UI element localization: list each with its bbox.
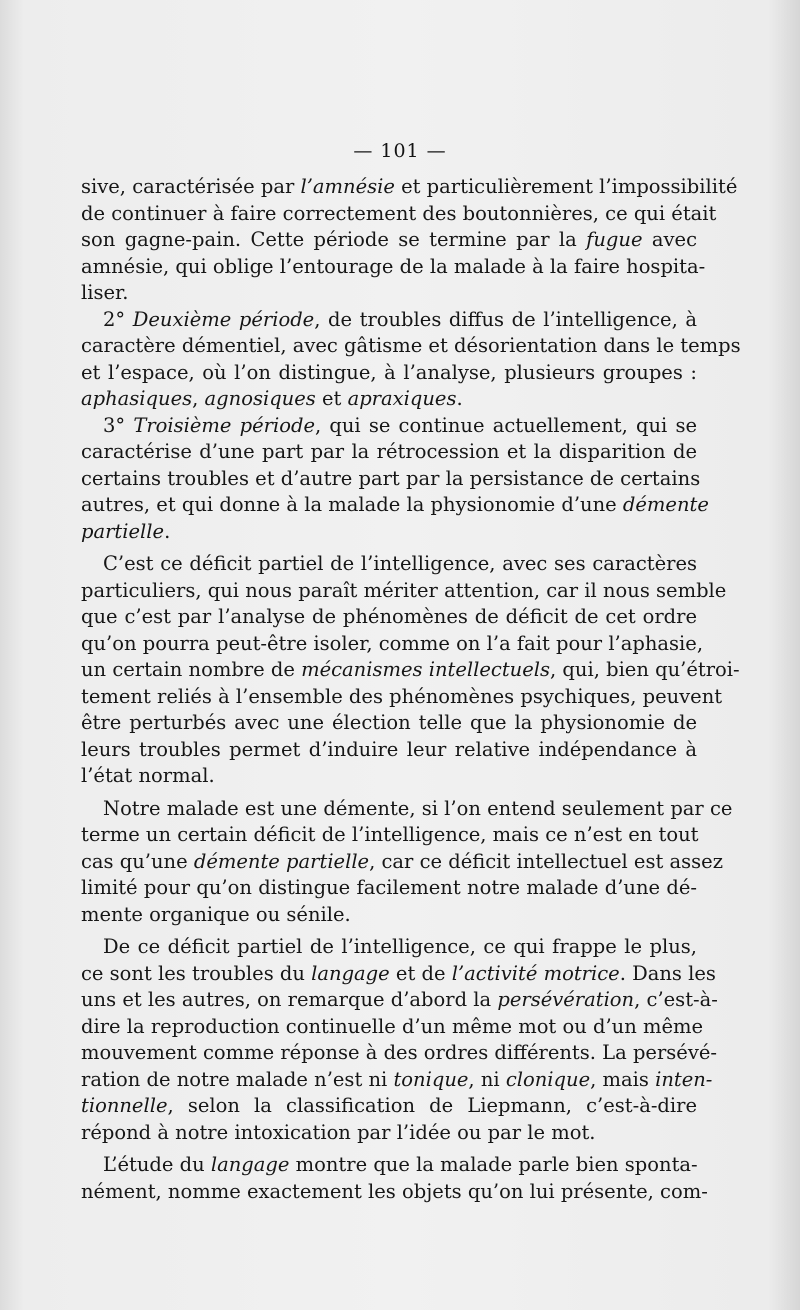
text-line: mente organique ou sénile.: [81, 902, 351, 926]
text-line: caractère démentiel, avec gâtisme et désorientation dans le temps: [81, 334, 741, 357]
text-line: de continuer à faire correctement des boutonnières, ce qui était: [81, 201, 717, 225]
text-line: L’étude du langage montre que la malade parle bien sponta-: [103, 1153, 698, 1176]
text-line: mouvement comme réponse à des ordres différents. La persévé-: [81, 1041, 717, 1064]
text-line: dire la reproduction continuelle d’un même mot ou d’un même: [81, 1014, 704, 1038]
text-line: l’état normal.: [81, 764, 215, 787]
text-line: leurs troubles permet d’induire leur relative indépendance à: [81, 737, 697, 761]
text-line: 2° Deuxième période, de troubles diffus de l’intelligence, à: [103, 307, 697, 331]
text-line: tionnelle, selon la classification de Liepmann, c’est-à-dire: [81, 1094, 697, 1117]
text-line: autres, et qui donne à la malade la physionomie d’une démente: [81, 493, 709, 516]
text-line: amnésie, qui oblige l’entourage de la malade à la faire hospita-: [81, 254, 706, 278]
text-line: nément, nomme exactement les objets qu’on lui présente, com-: [81, 1179, 708, 1203]
text-line: liser.: [81, 281, 129, 304]
text-line: un certain nombre de mécanismes intellectuels, qui, bien qu’étroi-: [81, 658, 740, 681]
text-line: ration de notre malade n’est ni tonique, ni clonique, mais inten-: [81, 1067, 713, 1091]
text-line: répond à notre intoxication par l’idée ou par le mot.: [81, 1120, 596, 1144]
text-line: limité pour qu’on distingue facilement notre malade d’une dé-: [81, 876, 697, 899]
text-line: uns et les autres, on remarque d’abord la persévération, c’est-à-: [81, 988, 718, 1011]
text-line: 3° Troisième période, qui se continue actuellement, qui se: [103, 413, 697, 437]
text-line: qu’on pourra peut-être isoler, comme on l’a fait pour l’aphasie,: [81, 631, 704, 655]
text-line: et l’espace, où l’on distingue, à l’analyse, plusieurs groupes :: [81, 360, 697, 384]
text-line: ce sont les troubles du langage et de l’activité motrice. Dans les: [81, 961, 716, 985]
text-line: être perturbés avec une élection telle que la physionomie de: [81, 711, 697, 734]
text-line: Notre malade est une démente, si l’on entend seulement par ce: [103, 796, 733, 820]
text-line: tement reliés à l’ensemble des phénomènes psychiques, peuvent: [81, 684, 723, 708]
text-line: sive, caractérisée par l’amnésie et particulièrement l’impossibilité: [81, 175, 738, 198]
text-line: caractérise d’une part par la rétrocession et la disparition de: [81, 440, 697, 463]
text-line: aphasiques, agnosiques et apraxiques.: [81, 387, 463, 410]
text-line: particuliers, qui nous paraît mériter attention, car il nous semble: [81, 578, 727, 602]
text-line: certains troubles et d’autre part par la persistance de certains: [81, 466, 701, 490]
text-line: terme un certain déficit de l’intelligence, mais ce n’est en tout: [81, 823, 699, 846]
text-line: De ce déficit partiel de l’intelligence, ce qui frappe le plus,: [103, 935, 697, 958]
text-line: son gagne-pain. Cette période se termine par la fugue avec: [81, 228, 697, 251]
text-line: que c’est par l’analyse de phénomènes de déficit de cet ordre: [81, 605, 697, 628]
text-line: partielle.: [81, 519, 171, 543]
text-line: cas qu’une démente partielle, car ce déficit intellectuel est assez: [81, 849, 723, 873]
body-text: [81, 174, 741, 1205]
text-line: C’est ce déficit partiel de l’intelligence, avec ses caractères: [103, 552, 697, 575]
page-number: — 101 —: [353, 140, 447, 162]
